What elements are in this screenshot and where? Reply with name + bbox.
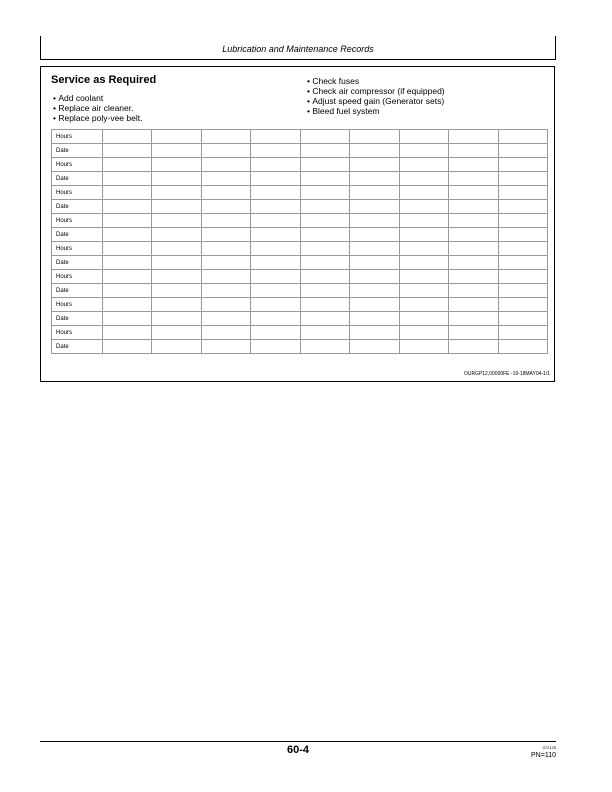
log-entry-cell[interactable]: [152, 200, 201, 214]
log-entry-cell[interactable]: [399, 144, 448, 158]
log-entry-cell[interactable]: [498, 144, 548, 158]
service-record-box: [40, 66, 555, 382]
log-entry-cell[interactable]: [103, 186, 152, 200]
log-entry-cell[interactable]: [399, 200, 448, 214]
log-entry-cell[interactable]: [350, 340, 399, 354]
log-entry-cell[interactable]: [449, 200, 498, 214]
service-item: • Check fuses: [307, 76, 445, 86]
log-entry-cell[interactable]: [103, 284, 152, 298]
log-entry-cell[interactable]: [449, 312, 498, 326]
row-label: Hours: [52, 186, 103, 200]
log-entry-cell[interactable]: [201, 242, 250, 256]
log-entry-cell[interactable]: [350, 312, 399, 326]
log-entry-cell[interactable]: [399, 158, 448, 172]
log-entry-cell[interactable]: [399, 228, 448, 242]
log-row: [52, 200, 548, 214]
log-entry-cell[interactable]: [300, 158, 349, 172]
log-entry-cell[interactable]: [251, 242, 300, 256]
service-item: • Bleed fuel system: [307, 106, 445, 116]
log-entry-cell[interactable]: [498, 256, 548, 270]
page-header-title: Lubrication and Maintenance Records: [222, 44, 374, 54]
log-entry-cell[interactable]: [152, 172, 201, 186]
log-entry-cell[interactable]: [251, 130, 300, 144]
log-row: [52, 340, 548, 354]
log-entry-cell[interactable]: [152, 228, 201, 242]
log-entry-cell[interactable]: [300, 200, 349, 214]
log-entry-cell[interactable]: [251, 340, 300, 354]
log-row: [52, 172, 548, 186]
log-row: [52, 158, 548, 172]
row-label: Hours: [52, 214, 103, 228]
footer-code: 072125: [542, 745, 556, 750]
log-entry-cell[interactable]: [350, 270, 399, 284]
log-row: [52, 270, 548, 284]
log-entry-cell[interactable]: [251, 298, 300, 312]
log-entry-cell[interactable]: [300, 144, 349, 158]
log-entry-cell[interactable]: [399, 326, 448, 340]
log-entry-cell[interactable]: [449, 186, 498, 200]
log-entry-cell[interactable]: [201, 228, 250, 242]
log-entry-cell[interactable]: [201, 130, 250, 144]
log-entry-cell[interactable]: [251, 312, 300, 326]
log-entry-cell[interactable]: [350, 298, 399, 312]
log-entry-cell[interactable]: [103, 228, 152, 242]
log-entry-cell[interactable]: [201, 284, 250, 298]
service-list-left: [53, 93, 142, 123]
log-entry-cell[interactable]: [399, 270, 448, 284]
log-entry-cell[interactable]: [201, 158, 250, 172]
log-entry-cell[interactable]: [201, 256, 250, 270]
log-entry-cell[interactable]: [103, 158, 152, 172]
log-entry-cell[interactable]: [251, 228, 300, 242]
log-row: [52, 284, 548, 298]
log-entry-cell[interactable]: [152, 130, 201, 144]
log-entry-cell[interactable]: [449, 130, 498, 144]
log-entry-cell[interactable]: [350, 284, 399, 298]
log-entry-cell[interactable]: [152, 158, 201, 172]
log-entry-cell[interactable]: [201, 298, 250, 312]
log-entry-cell[interactable]: [498, 298, 548, 312]
log-entry-cell[interactable]: [152, 214, 201, 228]
log-entry-cell[interactable]: [103, 200, 152, 214]
log-entry-cell[interactable]: [152, 144, 201, 158]
log-entry-cell[interactable]: [399, 130, 448, 144]
log-entry-cell[interactable]: [152, 340, 201, 354]
log-row: [52, 144, 548, 158]
log-entry-cell[interactable]: [201, 144, 250, 158]
log-entry-cell[interactable]: [152, 256, 201, 270]
log-entry-cell[interactable]: [350, 130, 399, 144]
log-entry-cell[interactable]: [103, 340, 152, 354]
log-entry-cell[interactable]: [350, 228, 399, 242]
log-entry-cell[interactable]: [498, 158, 548, 172]
log-entry-cell[interactable]: [251, 256, 300, 270]
log-entry-cell[interactable]: [251, 186, 300, 200]
log-entry-cell[interactable]: [251, 172, 300, 186]
row-label: Hours: [52, 270, 103, 284]
log-entry-cell[interactable]: [300, 186, 349, 200]
log-entry-cell[interactable]: [251, 158, 300, 172]
log-entry-cell[interactable]: [300, 214, 349, 228]
log-entry-cell[interactable]: [449, 256, 498, 270]
log-entry-cell[interactable]: [399, 340, 448, 354]
log-entry-cell[interactable]: [449, 284, 498, 298]
log-entry-cell[interactable]: [399, 242, 448, 256]
log-entry-cell[interactable]: [498, 228, 548, 242]
page-number: 60-4: [286, 744, 310, 756]
log-entry-cell[interactable]: [350, 200, 399, 214]
row-label: Hours: [52, 242, 103, 256]
log-entry-cell[interactable]: [103, 312, 152, 326]
log-entry-cell[interactable]: [201, 172, 250, 186]
log-entry-cell[interactable]: [300, 228, 349, 242]
log-entry-cell[interactable]: [300, 312, 349, 326]
log-entry-cell[interactable]: [350, 214, 399, 228]
service-list-right: [307, 76, 445, 116]
log-entry-cell[interactable]: [399, 172, 448, 186]
log-entry-cell[interactable]: [103, 256, 152, 270]
log-entry-cell[interactable]: [300, 256, 349, 270]
log-entry-cell[interactable]: [103, 214, 152, 228]
log-entry-cell[interactable]: [201, 270, 250, 284]
log-entry-cell[interactable]: [251, 214, 300, 228]
log-entry-cell[interactable]: [201, 326, 250, 340]
log-entry-cell[interactable]: [350, 144, 399, 158]
log-entry-cell[interactable]: [300, 284, 349, 298]
log-entry-cell[interactable]: [498, 312, 548, 326]
log-entry-cell[interactable]: [399, 214, 448, 228]
log-row: [52, 214, 548, 228]
row-label: Date: [52, 256, 103, 270]
log-entry-cell[interactable]: [449, 172, 498, 186]
log-entry-cell[interactable]: [300, 242, 349, 256]
log-entry-cell[interactable]: [498, 186, 548, 200]
row-label: Date: [52, 144, 103, 158]
header-rule: [40, 59, 556, 60]
row-label: Hours: [52, 298, 103, 312]
log-entry-cell[interactable]: [449, 228, 498, 242]
log-entry-cell[interactable]: [152, 312, 201, 326]
log-entry-cell[interactable]: [300, 270, 349, 284]
log-entry-cell[interactable]: [350, 186, 399, 200]
log-entry-cell[interactable]: [152, 326, 201, 340]
log-entry-cell[interactable]: [498, 130, 548, 144]
log-entry-cell[interactable]: [152, 242, 201, 256]
log-entry-cell[interactable]: [103, 172, 152, 186]
log-entry-cell[interactable]: [152, 186, 201, 200]
log-entry-cell[interactable]: [152, 298, 201, 312]
row-label: Date: [52, 340, 103, 354]
service-item: • Replace air cleaner.: [53, 103, 142, 113]
log-entry-cell[interactable]: [201, 186, 250, 200]
log-entry-cell[interactable]: [350, 158, 399, 172]
log-row: [52, 312, 548, 326]
row-label: Date: [52, 200, 103, 214]
log-entry-cell[interactable]: [498, 340, 548, 354]
log-entry-cell[interactable]: [103, 270, 152, 284]
document-reference: OURGP12,00000FE -19-18MAY04-1/1: [463, 371, 550, 377]
log-entry-cell[interactable]: [251, 270, 300, 284]
row-label: Date: [52, 312, 103, 326]
log-entry-cell[interactable]: [498, 326, 548, 340]
footer-pn: PN=110: [531, 752, 556, 759]
log-row: [52, 298, 548, 312]
log-entry-cell[interactable]: [300, 130, 349, 144]
log-entry-cell[interactable]: [498, 200, 548, 214]
service-item: • Check air compressor (if equipped): [307, 86, 445, 96]
log-entry-cell[interactable]: [449, 158, 498, 172]
service-item: • Adjust speed gain (Generator sets): [307, 96, 445, 106]
log-entry-cell[interactable]: [201, 200, 250, 214]
log-entry-cell[interactable]: [300, 326, 349, 340]
row-label: Date: [52, 228, 103, 242]
log-entry-cell[interactable]: [251, 144, 300, 158]
footer-rule: [40, 741, 556, 742]
log-entry-cell[interactable]: [350, 172, 399, 186]
log-entry-cell[interactable]: [201, 340, 250, 354]
section-title: Service as Required: [51, 74, 157, 86]
log-entry-cell[interactable]: [498, 172, 548, 186]
log-entry-cell[interactable]: [449, 214, 498, 228]
log-entry-cell[interactable]: [300, 298, 349, 312]
row-label: Hours: [52, 326, 103, 340]
log-entry-cell[interactable]: [449, 298, 498, 312]
log-entry-cell[interactable]: [350, 256, 399, 270]
log-entry-cell[interactable]: [498, 284, 548, 298]
log-entry-cell[interactable]: [103, 144, 152, 158]
log-entry-cell[interactable]: [152, 284, 201, 298]
log-entry-cell[interactable]: [449, 144, 498, 158]
maintenance-log-table: [51, 129, 548, 354]
log-entry-cell[interactable]: [399, 256, 448, 270]
log-entry-cell[interactable]: [300, 340, 349, 354]
log-entry-cell[interactable]: [251, 326, 300, 340]
log-entry-cell[interactable]: [152, 270, 201, 284]
service-item: • Replace poly-vee belt.: [53, 113, 142, 123]
log-entry-cell[interactable]: [103, 298, 152, 312]
log-entry-cell[interactable]: [449, 270, 498, 284]
row-label: Hours: [52, 158, 103, 172]
log-entry-cell[interactable]: [251, 284, 300, 298]
log-entry-cell[interactable]: [399, 186, 448, 200]
log-row: [52, 130, 548, 144]
log-entry-cell[interactable]: [201, 312, 250, 326]
log-entry-cell[interactable]: [350, 242, 399, 256]
log-entry-cell[interactable]: [399, 298, 448, 312]
log-entry-cell[interactable]: [498, 214, 548, 228]
log-entry-cell[interactable]: [350, 326, 399, 340]
row-label: Date: [52, 284, 103, 298]
log-entry-cell[interactable]: [300, 172, 349, 186]
log-entry-cell[interactable]: [103, 130, 152, 144]
log-entry-cell[interactable]: [498, 270, 548, 284]
log-row: [52, 242, 548, 256]
log-entry-cell[interactable]: [399, 284, 448, 298]
log-row: [52, 326, 548, 340]
log-entry-cell[interactable]: [449, 340, 498, 354]
log-entry-cell[interactable]: [449, 326, 498, 340]
log-entry-cell[interactable]: [103, 326, 152, 340]
log-entry-cell[interactable]: [103, 242, 152, 256]
log-row: [52, 228, 548, 242]
log-entry-cell[interactable]: [449, 242, 498, 256]
row-label: Hours: [52, 130, 103, 144]
log-entry-cell[interactable]: [251, 200, 300, 214]
log-entry-cell[interactable]: [399, 312, 448, 326]
log-row: [52, 256, 548, 270]
log-row: [52, 186, 548, 200]
row-label: Date: [52, 172, 103, 186]
service-item: • Add coolant: [53, 93, 142, 103]
log-entry-cell[interactable]: [498, 242, 548, 256]
log-entry-cell[interactable]: [201, 214, 250, 228]
